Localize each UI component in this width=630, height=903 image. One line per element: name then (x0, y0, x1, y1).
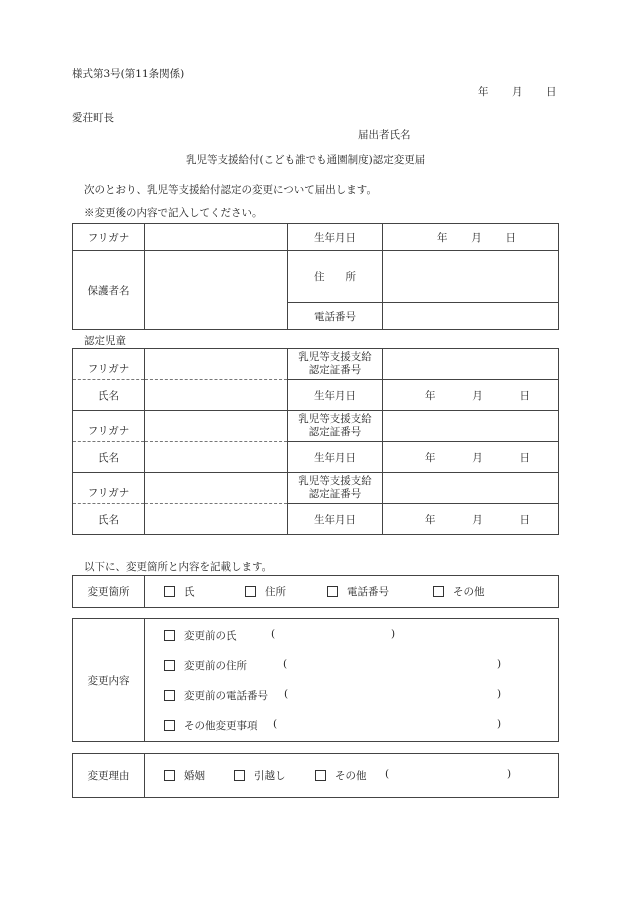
open-paren: ( (271, 628, 276, 640)
child-1-birth-field[interactable] (383, 380, 559, 411)
change-place-label: 変更箇所 (73, 576, 145, 608)
child-2-cert-label-line1: 乳児等支援支給 (298, 413, 372, 425)
child-1-cert-field[interactable] (383, 349, 559, 380)
child-3-name-field[interactable] (145, 504, 288, 535)
children-table (72, 348, 559, 535)
child-2-cert-label (288, 411, 383, 442)
note-text: ※変更後の内容で記入してください。 (84, 207, 263, 219)
child-3-birth-year: 年 (425, 513, 436, 526)
child-3-furigana-label: フリガナ (73, 473, 145, 504)
open-paren: ( (273, 718, 278, 730)
close-paren: ) (497, 658, 502, 670)
change-content-label: 変更内容 (73, 619, 145, 742)
child-3-row-a (73, 473, 559, 504)
content-item-phone-label: 変更前の電話番号 (184, 690, 268, 702)
change-content-table (72, 618, 559, 742)
child-1-cert-label-line1: 乳児等支援支給 (298, 351, 372, 363)
checkbox-icon[interactable] (164, 630, 175, 641)
child-2-furigana-label: フリガナ (73, 411, 145, 442)
option-other[interactable] (433, 584, 485, 599)
child-1-birth-month: 月 (472, 389, 483, 402)
checkbox-icon[interactable] (164, 720, 175, 731)
child-3-name-label: 氏名 (73, 504, 145, 535)
guardian-furigana-field[interactable] (145, 224, 288, 251)
change-place-table (72, 575, 559, 608)
checkbox-icon[interactable] (315, 770, 326, 781)
child-3-row-b (73, 504, 559, 535)
form-number: 様式第3号(第11条関係) (72, 68, 185, 80)
open-paren: ( (283, 658, 288, 670)
document-title: 乳児等支援給付(こども誰でも通園制度)認定変更届 (186, 154, 426, 166)
guardian-table (72, 223, 559, 330)
content-item-other-label: その他変更事項 (184, 720, 258, 732)
checkbox-icon[interactable] (164, 586, 175, 597)
child-2-birth-year: 年 (425, 451, 436, 464)
reason-moving-label: 引越し (254, 770, 286, 782)
change-reason-options (145, 754, 559, 798)
date-month: 月 (512, 86, 523, 98)
child-2-row-b (73, 442, 559, 473)
content-item-name[interactable] (164, 628, 237, 643)
checkbox-icon[interactable] (234, 770, 245, 781)
child-1-cert-label-line2: 認定証番号 (308, 364, 362, 376)
option-address[interactable] (245, 584, 286, 599)
open-paren: ( (385, 768, 390, 780)
child-1-name-label: 氏名 (73, 380, 145, 411)
child-2-name-field[interactable] (145, 442, 288, 473)
child-2-birth-month: 月 (472, 451, 483, 464)
close-paren: ) (497, 718, 502, 730)
reason-moving[interactable] (234, 768, 286, 783)
child-2-birth-label: 生年月日 (288, 442, 383, 473)
changes-intro: 以下に、変更箇所と内容を記載します。 (84, 561, 273, 573)
guardian-birth-day: 日 (505, 231, 516, 244)
child-1-row-a (73, 349, 559, 380)
guardian-name-label: 保護者名 (73, 251, 145, 330)
content-item-name-label: 変更前の氏 (184, 630, 237, 642)
addressee: 愛荘町長 (72, 112, 114, 124)
child-2-furigana-field[interactable] (145, 411, 288, 442)
checkbox-icon[interactable] (327, 586, 338, 597)
child-3-birth-month: 月 (472, 513, 483, 526)
child-3-cert-label-line2: 認定証番号 (308, 488, 362, 500)
applicant-name-label: 届出者氏名 (358, 129, 411, 141)
guardian-birth-field[interactable] (383, 224, 559, 251)
guardian-phone-label: 電話番号 (288, 303, 383, 330)
guardian-name-field[interactable] (145, 251, 288, 330)
close-paren: ) (391, 628, 396, 640)
guardian-address-label: 住 所 (288, 251, 383, 303)
option-name[interactable] (164, 584, 195, 599)
child-3-cert-label-line1: 乳児等支援支給 (298, 475, 372, 487)
change-place-options (145, 576, 559, 608)
guardian-phone-field[interactable] (383, 303, 559, 330)
content-item-other[interactable] (164, 718, 258, 733)
child-1-furigana-field[interactable] (145, 349, 288, 380)
checkbox-icon[interactable] (245, 586, 256, 597)
child-2-cert-field[interactable] (383, 411, 559, 442)
child-3-cert-label (288, 473, 383, 504)
child-1-birth-year: 年 (425, 389, 436, 402)
option-address-label: 住所 (265, 586, 286, 598)
child-2-birth-day: 日 (519, 451, 530, 464)
guardian-furigana-label: フリガナ (73, 224, 145, 251)
child-1-name-field[interactable] (145, 380, 288, 411)
child-1-birth-label: 生年月日 (288, 380, 383, 411)
reason-other-label: その他 (335, 770, 367, 782)
guardian-address-field[interactable] (383, 251, 559, 303)
option-phone[interactable] (327, 584, 389, 599)
child-3-birth-field[interactable] (383, 504, 559, 535)
child-2-row-a (73, 411, 559, 442)
child-3-cert-field[interactable] (383, 473, 559, 504)
reason-marriage-label: 婚姻 (184, 770, 205, 782)
child-2-cert-label-line2: 認定証番号 (308, 426, 362, 438)
children-section-label: 認定児童 (84, 335, 126, 347)
checkbox-icon[interactable] (164, 690, 175, 701)
guardian-birth-month: 月 (471, 231, 482, 244)
intro-text: 次のとおり、乳児等支援給付認定の変更について届出します。 (84, 184, 377, 196)
option-name-label: 氏 (184, 586, 195, 598)
checkbox-icon[interactable] (164, 770, 175, 781)
child-2-name-label: 氏名 (73, 442, 145, 473)
content-item-address[interactable] (164, 658, 247, 673)
guardian-birth-label: 生年月日 (288, 224, 383, 251)
change-reason-table (72, 753, 559, 798)
guardian-birth-year: 年 (437, 231, 448, 244)
date-year: 年 (478, 86, 489, 98)
child-2-birth-field[interactable] (383, 442, 559, 473)
checkbox-icon[interactable] (164, 660, 175, 671)
change-reason-label: 変更理由 (73, 754, 145, 798)
child-1-row-b (73, 380, 559, 411)
content-item-phone[interactable] (164, 688, 268, 703)
child-3-birth-label: 生年月日 (288, 504, 383, 535)
content-item-address-label: 変更前の住所 (184, 660, 247, 672)
child-1-birth-day: 日 (519, 389, 530, 402)
child-3-furigana-field[interactable] (145, 473, 288, 504)
child-1-cert-label (288, 349, 383, 380)
close-paren: ) (497, 688, 502, 700)
close-paren: ) (507, 768, 512, 780)
date-day: 日 (546, 86, 557, 98)
option-phone-label: 電話番号 (347, 586, 389, 598)
checkbox-icon[interactable] (433, 586, 444, 597)
change-content-items (145, 619, 559, 742)
option-other-label: その他 (453, 586, 485, 598)
child-3-birth-day: 日 (519, 513, 530, 526)
reason-marriage[interactable] (164, 768, 205, 783)
child-1-furigana-label: フリガナ (73, 349, 145, 380)
reason-other[interactable] (315, 768, 367, 783)
open-paren: ( (284, 688, 289, 700)
